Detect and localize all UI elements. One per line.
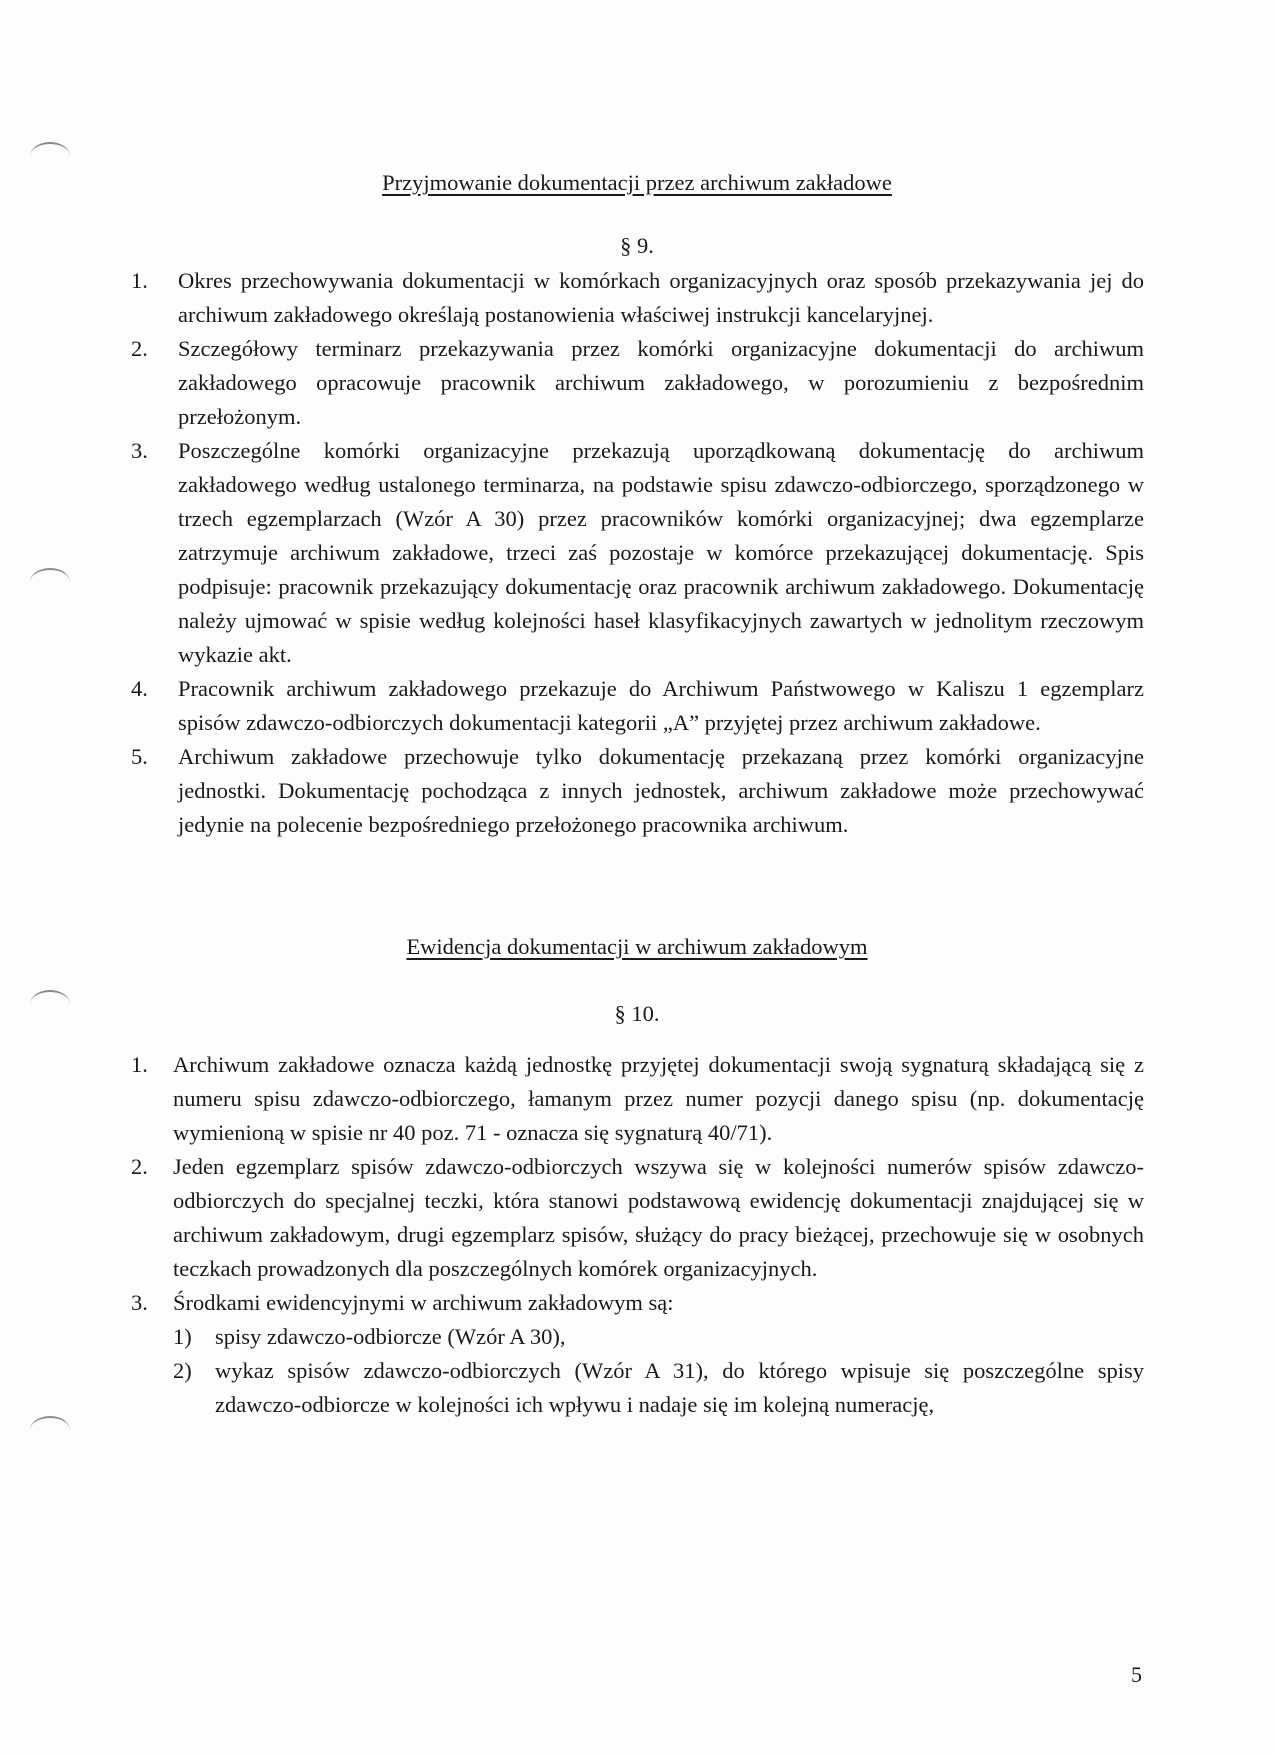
paragraph-mark-9: § 9.: [620, 233, 654, 258]
list-item: [131, 672, 1144, 740]
list-item-number: 1.: [131, 1052, 148, 1077]
paragraph-mark-10: § 10.: [614, 1001, 660, 1026]
list-item-text: Archiwum zakładowe przechowuje tylko dokumentację przekazaną przez komórki organizacyjne jednostki. Dokumentację pochodząca z innych jednostek, archiwum zakładowe może przechowywać jedynie na polecenie bezpośredniego przełożonego pracownika archiwum.: [178, 744, 1144, 837]
list-item: [131, 332, 1144, 434]
list-item-text: Poszczególne komórki organizacyjne przekazują uporządkowaną dokumentację do archiwum zakładowego według ustalonego terminarza, na podstawie spisu zdawczo-odbiorczego, sporządzonego w trzech egzemplarzach (Wzór A 30) przez pracowników komórki organizacyjnej; dwa egzemplarze zatrzymuje archiwum zakładowe, trzeci zaś pozostaje w komórce przekazującej dokumentację. Spis podpisuje: pracownik przekazujący dokumentację oraz pracownik archiwum zakładowego. Dokumentację należy ujmować w spisie według kolejności haseł klasyfikacyjnych zawartych w jednolitym rzeczowym wykazie akt.: [178, 438, 1144, 667]
list-item-text: Szczegółowy terminarz przekazywania przez komórki organizacyjne dokumentacji do archiwum zakładowego opracowuje pracownik archiwum zakładowego, w porozumieniu z bezpośrednim przełożonym.: [178, 336, 1144, 429]
sub-list-item-text: spisy zdawczo-odbiorcze (Wzór A 30),: [215, 1324, 566, 1349]
list-item-number: 4.: [131, 676, 148, 701]
sub-list-item-number: 2): [173, 1358, 192, 1383]
section-heading-1: Przyjmowanie dokumentacji przez archiwum zakładowe: [382, 170, 892, 195]
paragraph-9-list: [0, 264, 1274, 842]
sub-list-item: [173, 1320, 1144, 1354]
section-heading-2: Ewidencja dokumentacji w archiwum zakładowym: [406, 934, 868, 959]
list-item-text: Środkami ewidencyjnymi w archiwum zakładowym są:: [173, 1290, 674, 1315]
list-item-number: 2.: [131, 1154, 148, 1179]
list-item: [131, 1150, 1144, 1286]
page-number: 5: [1131, 1662, 1142, 1687]
sub-list-item-number: 1): [173, 1324, 192, 1349]
list-item-text: Pracownik archiwum zakładowego przekazuje do Archiwum Państwowego w Kaliszu 1 egzemplarz spisów zdawczo-odbiorczych dokumentacji kategorii „A” przyjętej przez archiwum zakładowe.: [178, 676, 1144, 735]
list-item-number: 1.: [131, 268, 148, 293]
punch-hole-mark: [30, 142, 70, 170]
list-item-number: 3.: [131, 438, 148, 463]
list-item-text: Archiwum zakładowe oznacza każdą jednostkę przyjętej dokumentacji swoją sygnaturą składającą się z numeru spisu zdawczo-odbiorczego, łamanym przez numer pozycji danego spisu (np. dokumentację wymienioną w spisie nr 40 poz. 71 - oznacza się sygnaturą 40/71).: [173, 1052, 1144, 1145]
list-item: [131, 740, 1144, 842]
list-item-text: Jeden egzemplarz spisów zdawczo-odbiorczych wszywa się w kolejności numerów spisów zdawczo-odbiorczych do specjalnej teczki, która stanowi podstawową ewidencję dokumentacji znajdującej się w archiwum zakładowym, drugi egzemplarz spisów, służący do pracy bieżącej, przechowuje się w osobnych teczkach prowadzonych dla poszczególnych komórek organizacyjnych.: [173, 1154, 1144, 1281]
list-item: [131, 264, 1144, 332]
list-item-number: 5.: [131, 744, 148, 769]
paragraph-10-list: [0, 1048, 1274, 1422]
list-item-number: 2.: [131, 336, 148, 361]
list-item: [131, 1048, 1144, 1150]
list-item-text: Okres przechowywania dokumentacji w komórkach organizacyjnych oraz sposób przekazywania jej do archiwum zakładowego określają postanowienia właściwej instrukcji kancelaryjnej.: [178, 268, 1144, 327]
sub-list-item-text: wykaz spisów zdawczo-odbiorczych (Wzór A 31), do którego wpisuje się poszczególne spisy zdawczo-odbiorcze w kolejności ich wpływu i nadaje się im kolejną numerację,: [215, 1358, 1144, 1417]
list-item: [131, 434, 1144, 672]
sub-list-item: [173, 1354, 1144, 1422]
list-item-number: 3.: [131, 1290, 148, 1315]
list-item: [131, 1286, 1144, 1320]
